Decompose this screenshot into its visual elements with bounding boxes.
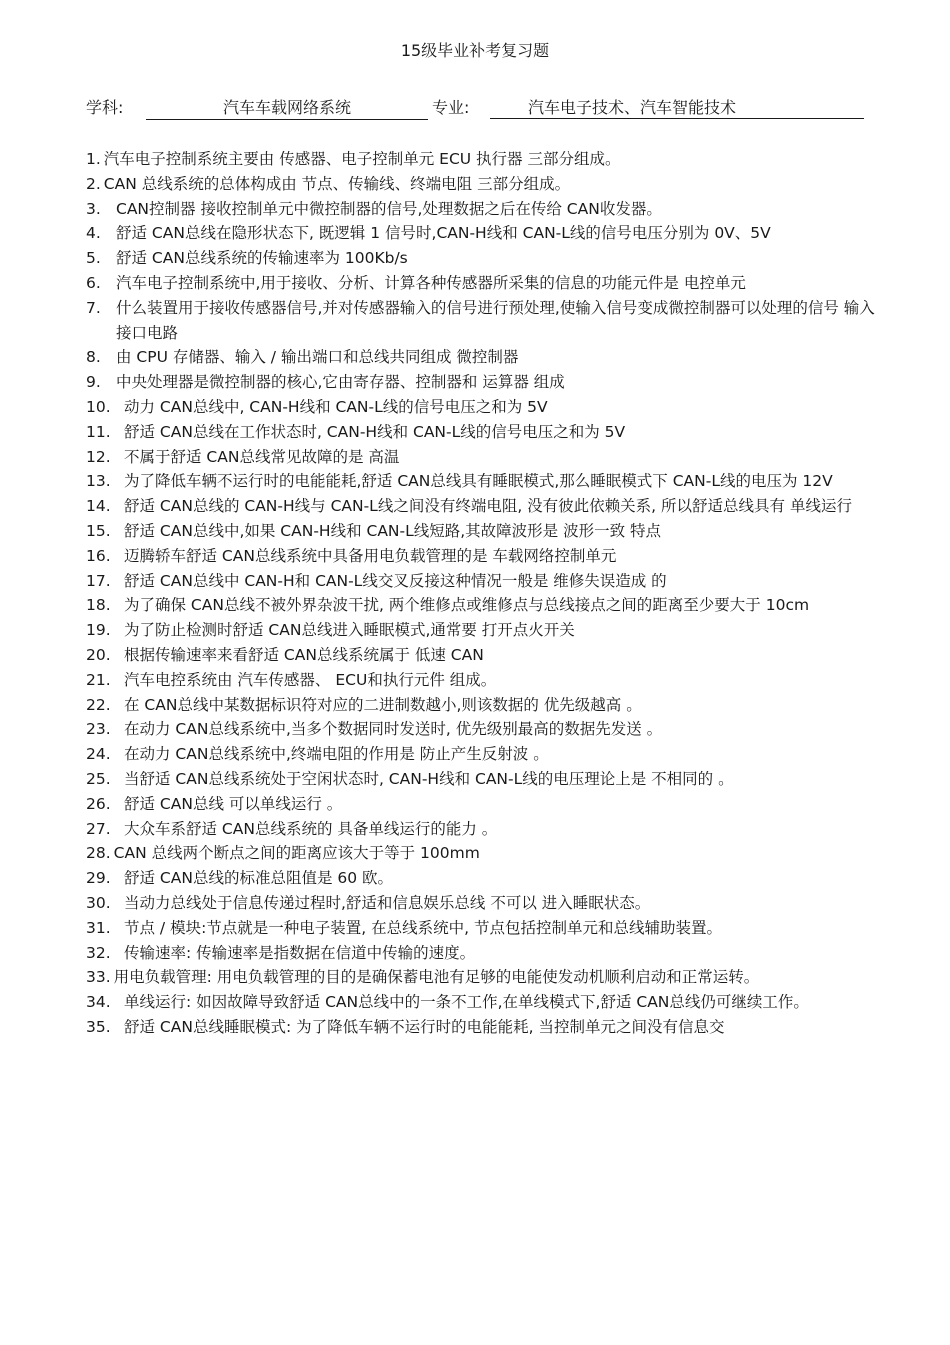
item-number: 25. <box>86 769 111 788</box>
item-number: 12. <box>86 447 111 466</box>
item-text: 舒适 CAN总线中 CAN-H和 CAN-L线交叉反接这种情况一般是 维修失误造成 的 <box>124 571 667 590</box>
list-item <box>86 593 876 618</box>
item-text: 由 CPU 存储器、输入 / 输出端口和总线共同组成 微控制器 <box>116 348 519 367</box>
list-item <box>86 519 876 544</box>
item-text: 汽车电子控制系统中,用于接收、分析、计算各种传感器所采集的信息的功能元件是 电控单元 <box>116 273 746 292</box>
list-item <box>86 147 876 172</box>
list-item <box>86 569 876 594</box>
item-text: 在动力 CAN总线系统中,终端电阻的作用是 防止产生反射波 。 <box>124 745 549 764</box>
list-item <box>86 618 876 643</box>
item-number: 33. <box>86 968 111 987</box>
list-item <box>86 817 876 842</box>
course-info-line <box>86 97 866 121</box>
item-text: 在 CAN总线中某数据标识符对应的二进制数越小,则该数据的 优先级越高 。 <box>124 695 642 714</box>
item-text: CAN 总线系统的总体构成由 节点、传输线、终端电阻 三部分组成。 <box>103 174 571 193</box>
item-text: 舒适 CAN总线在工作状态时, CAN-H线和 CAN-L线的信号电压之和为 5V <box>124 422 626 441</box>
item-text: 舒适 CAN总线系统的传输速率为 100Kb/s <box>116 249 408 268</box>
item-text: 根据传输速率来看舒适 CAN总线系统属于 低速 CAN <box>124 645 484 664</box>
item-number: 24. <box>86 745 111 764</box>
list-item <box>86 172 876 197</box>
question-list <box>86 147 876 1040</box>
item-text: 单线运行: 如因故障导致舒适 CAN总线中的一条不工作,在单线模式下,舒适 CAN总线仍可继续工作。 <box>124 993 809 1012</box>
list-item <box>86 395 876 420</box>
list-item <box>86 1015 876 1040</box>
item-text: 大众车系舒适 CAN总线系统的 具备单线运行的能力 。 <box>124 819 498 838</box>
item-text: 为了防止检测时舒适 CAN总线进入睡眠模式,通常要 打开点火开关 <box>124 621 575 640</box>
item-number: 13. <box>86 472 111 491</box>
item-number: 19. <box>86 621 111 640</box>
list-item <box>86 420 876 445</box>
page-title: 15级毕业补考复习题 <box>400 41 550 60</box>
item-number: 35. <box>86 1017 111 1036</box>
list-item <box>86 742 876 767</box>
item-text: 舒适 CAN总线中,如果 CAN-H线和 CAN-L线短路,其故障波形是 波形一致 特点 <box>124 521 662 540</box>
item-text: 中央处理器是微控制器的核心,它由寄存器、控制器和 运算器 组成 <box>116 373 565 392</box>
item-text: 在动力 CAN总线系统中,当多个数据同时发送时, 优先级别最高的数据先发送 。 <box>124 720 663 739</box>
list-item <box>86 370 876 395</box>
list-item <box>86 990 876 1015</box>
list-item <box>86 841 876 866</box>
item-text: 为了降低车辆不运行时的电能能耗,舒适 CAN总线具有睡眠模式,那么睡眠模式下 CAN-L线的电压为 12V <box>124 472 833 491</box>
item-number: 10. <box>86 397 111 416</box>
list-item <box>86 891 876 916</box>
item-number: 2. <box>86 174 101 193</box>
item-text: 当舒适 CAN总线系统处于空闲状态时, CAN-H线和 CAN-L线的电压理论上是 不相同的 。 <box>124 769 734 788</box>
item-text: 舒适 CAN总线的 CAN-H线与 CAN-L线之间没有终端电阻, 没有彼此依赖关系, 所以舒适总线具有 单线运行 <box>124 497 852 516</box>
list-item <box>86 544 876 569</box>
item-number: 32. <box>86 943 111 962</box>
item-number: 14. <box>86 497 111 516</box>
list-item <box>86 941 876 966</box>
item-text: 汽车电子控制系统主要由 传感器、电子控制单元 ECU 执行器 三部分组成。 <box>103 150 621 168</box>
item-number: 20. <box>86 645 111 664</box>
list-item <box>86 494 876 519</box>
item-text: 传输速率: 传输速率是指数据在信道中传输的速度。 <box>124 943 476 962</box>
list-item <box>86 767 876 792</box>
item-number: 17. <box>86 571 111 590</box>
item-number: 26. <box>86 794 111 813</box>
subject-label: 学科: <box>86 98 124 117</box>
list-item <box>86 717 876 742</box>
item-number: 18. <box>86 596 111 615</box>
item-number: 21. <box>86 670 111 689</box>
item-text: 舒适 CAN总线在隐形状态下, 既逻辑 1 信号时,CAN-H线和 CAN-L线的信号电压分别为 0V、5V <box>116 224 771 243</box>
list-item <box>86 296 876 346</box>
item-number: 4. <box>86 224 101 243</box>
item-text: 不属于舒适 CAN总线常见故障的是 高温 <box>124 447 400 466</box>
list-item <box>86 271 876 296</box>
subject-value: 汽车车载网络系统 <box>146 97 428 120</box>
item-number: 11. <box>86 422 111 441</box>
list-item <box>86 643 876 668</box>
list-item <box>86 197 876 222</box>
list-item <box>86 866 876 891</box>
item-number: 34. <box>86 993 111 1012</box>
list-item <box>86 693 876 718</box>
item-text: 用电负载管理: 用电负载管理的目的是确保蓄电池有足够的电能使发动机顺利启动和正常运转。 <box>113 968 760 987</box>
item-text: 什么装置用于接收传感器信号,并对传感器输入的信号进行预处理,使输入信号变成微控制器可以处理的信号 输入接口电路 <box>116 298 875 342</box>
item-number: 30. <box>86 893 111 912</box>
list-item <box>86 792 876 817</box>
major-label: 专业: <box>432 98 470 117</box>
item-number: 1. <box>86 150 101 168</box>
item-number: 23. <box>86 720 111 739</box>
major-value: 汽车电子技术、汽车智能技术 <box>490 97 864 119</box>
item-text: 舒适 CAN总线的标准总阻值是 60 欧。 <box>124 869 394 888</box>
item-number: 8. <box>86 348 101 367</box>
item-text: 舒适 CAN总线睡眠模式: 为了降低车辆不运行时的电能能耗, 当控制单元之间没有信息交 <box>124 1017 725 1036</box>
list-item <box>86 345 876 370</box>
item-text: 动力 CAN总线中, CAN-H线和 CAN-L线的信号电压之和为 5V <box>124 397 548 416</box>
list-item <box>86 445 876 470</box>
item-number: 31. <box>86 918 111 937</box>
item-text: CAN 总线两个断点之间的距离应该大于等于 100mm <box>113 844 480 863</box>
list-item <box>86 965 876 990</box>
item-number: 6. <box>86 273 101 292</box>
item-number: 5. <box>86 249 101 268</box>
item-text: 当动力总线处于信息传递过程时,舒适和信息娱乐总线 不可以 进入睡眠状态。 <box>124 893 651 912</box>
item-text: 汽车电控系统由 汽车传感器、 ECU和执行元件 组成。 <box>124 670 497 689</box>
list-item <box>86 221 876 246</box>
list-item <box>86 668 876 693</box>
item-text: CAN控制器 接收控制单元中微控制器的信号,处理数据之后在传给 CAN收发器。 <box>116 199 662 218</box>
item-text: 迈腾轿车舒适 CAN总线系统中具备用电负载管理的是 车载网络控制单元 <box>124 546 617 565</box>
item-number: 7. <box>86 298 101 317</box>
list-item <box>86 469 876 494</box>
item-number: 22. <box>86 695 111 714</box>
item-number: 27. <box>86 819 111 838</box>
item-number: 15. <box>86 521 111 540</box>
item-number: 9. <box>86 373 101 392</box>
item-number: 28. <box>86 844 111 863</box>
item-number: 16. <box>86 546 111 565</box>
item-number: 29. <box>86 869 111 888</box>
item-number: 3. <box>86 199 101 218</box>
item-text: 为了确保 CAN总线不被外界杂波干扰, 两个维修点或维修点与总线接点之间的距离至少要大于 10cm <box>124 596 810 615</box>
list-item <box>86 246 876 271</box>
item-text: 节点 / 模块:节点就是一种电子装置, 在总线系统中, 节点包括控制单元和总线辅助装置。 <box>124 918 723 937</box>
item-text: 舒适 CAN总线 可以单线运行 。 <box>124 794 343 813</box>
list-item <box>86 916 876 941</box>
